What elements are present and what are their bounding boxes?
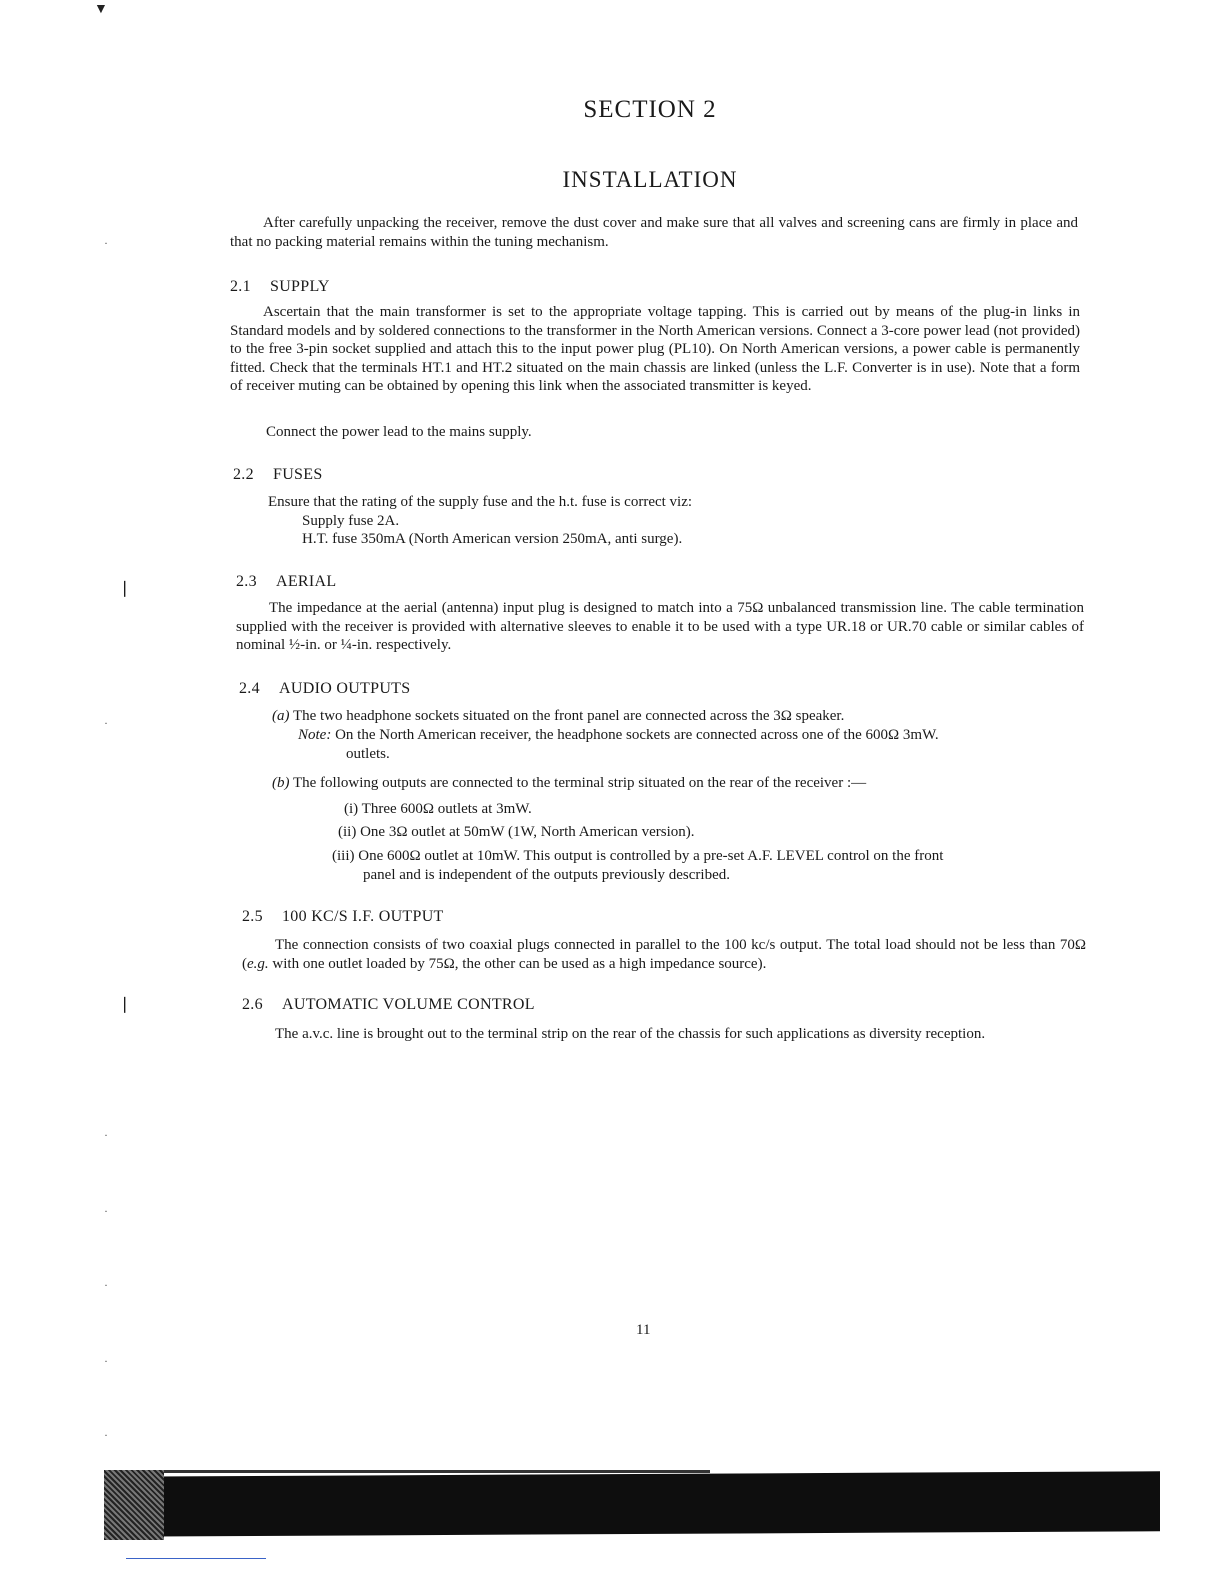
scan-artifact-line — [110, 1470, 710, 1473]
margin-speck: · — [104, 1278, 108, 1292]
fuses-paragraph: Ensure that the rating of the supply fuse and the h.t. fuse is correct viz: — [268, 494, 693, 510]
fuses-item-2: H.T. fuse 350mA (North American version 250mA, anti surge). — [302, 531, 683, 547]
supply-paragraph: Ascertain that the main transformer is set to the appropriate voltage tapping. This is carried out by means of the plug-in links in Standard models and by soldered connections to the transformer in the North American versions. Connect a 3-core power lead (not provided) to the free 3-pin socket supplied and attach this to the input power plug (PL10). On North American versions, a power cable is permanently fitted. Check that the terminals HT.1 and HT.2 situated on the main chassis are linked (unless the L.F. Converter is in use). Note that a form of receiver muting can be obtained by opening this link when the associated transmitter is keyed. — [230, 304, 1080, 395]
margin-speck: · — [104, 1204, 108, 1218]
audio-output-item-3-continued: panel and is independent of the outputs previously described. — [363, 867, 730, 883]
margin-mark: ❘ — [118, 996, 132, 1013]
if-output-paragraph: The connection consists of two coaxial plugs connected in parallel to the 100 kc/s output. The total load should not be less than 70Ω (e.g. with one outlet loaded by 75Ω, the other can be used as a high impedance source). — [242, 937, 1086, 972]
intro-paragraph: After carefully unpacking the receiver, remove the dust cover and make sure that all valves and screening cans are firmly in place and that no packing material remains within the tuning mechanism. — [230, 215, 1078, 250]
margin-speck: · — [104, 1354, 108, 1368]
scan-mark: ▼ — [94, 2, 108, 17]
section-title: INSTALLATION — [562, 167, 738, 192]
audio-note: Note: On the North American receiver, the headphone sockets are connected across one of the 600Ω 3mW. — [298, 727, 939, 743]
scan-black-band — [108, 1471, 1160, 1537]
audio-item-a: (a) The two headphone sockets situated on the front panel are connected across the 3Ω speaker. — [272, 708, 845, 724]
scan-blue-line — [126, 1558, 266, 1559]
aerial-paragraph: The impedance at the aerial (antenna) input plug is designed to match into a 75Ω unbalanced transmission line. The cable termination supplied with the receiver is provided with alternative sleeves to enable it to be used with a type UR.18 or UR.70 cable or similar cables of nominal ½-in. or ¼-in. respectively. — [236, 600, 1084, 654]
margin-mark: ❘ — [118, 580, 132, 597]
fuses-item-1: Supply fuse 2A. — [302, 513, 400, 529]
audio-note-continued: outlets. — [346, 746, 390, 762]
audio-output-item-3: (iii) One 600Ω outlet at 10mW. This output is controlled by a pre-set A.F. LEVEL control on the front — [332, 848, 944, 864]
margin-speck: · — [104, 236, 108, 250]
audio-item-b: (b) The following outputs are connected to the terminal strip situated on the rear of the receiver :— — [272, 775, 867, 791]
supply-paragraph-2: Connect the power lead to the mains supply. — [266, 424, 532, 440]
page-number: 11 — [636, 1322, 651, 1338]
audio-output-item-2: (ii) One 3Ω outlet at 50mW (1W, North American version). — [338, 824, 695, 840]
margin-speck: · — [104, 1428, 108, 1442]
heading-aerial: 2.3 AERIAL — [236, 573, 337, 590]
heading-if-output: 2.5 100 KC/S I.F. OUTPUT — [242, 908, 444, 925]
avc-paragraph: The a.v.c. line is brought out to the terminal strip on the rear of the chassis for such applications as diversity reception. — [275, 1026, 986, 1042]
heading-audio-outputs: 2.4 AUDIO OUTPUTS — [239, 680, 411, 697]
scan-noise — [104, 1470, 164, 1540]
audio-output-item-1: (i) Three 600Ω outlets at 3mW. — [344, 801, 532, 817]
heading-avc: 2.6 AUTOMATIC VOLUME CONTROL — [242, 996, 535, 1013]
heading-supply: 2.1 SUPPLY — [230, 278, 330, 295]
heading-fuses: 2.2 FUSES — [233, 466, 323, 483]
margin-speck: · — [104, 716, 108, 730]
section-number: SECTION 2 — [583, 96, 717, 123]
margin-speck: · — [104, 1128, 108, 1142]
